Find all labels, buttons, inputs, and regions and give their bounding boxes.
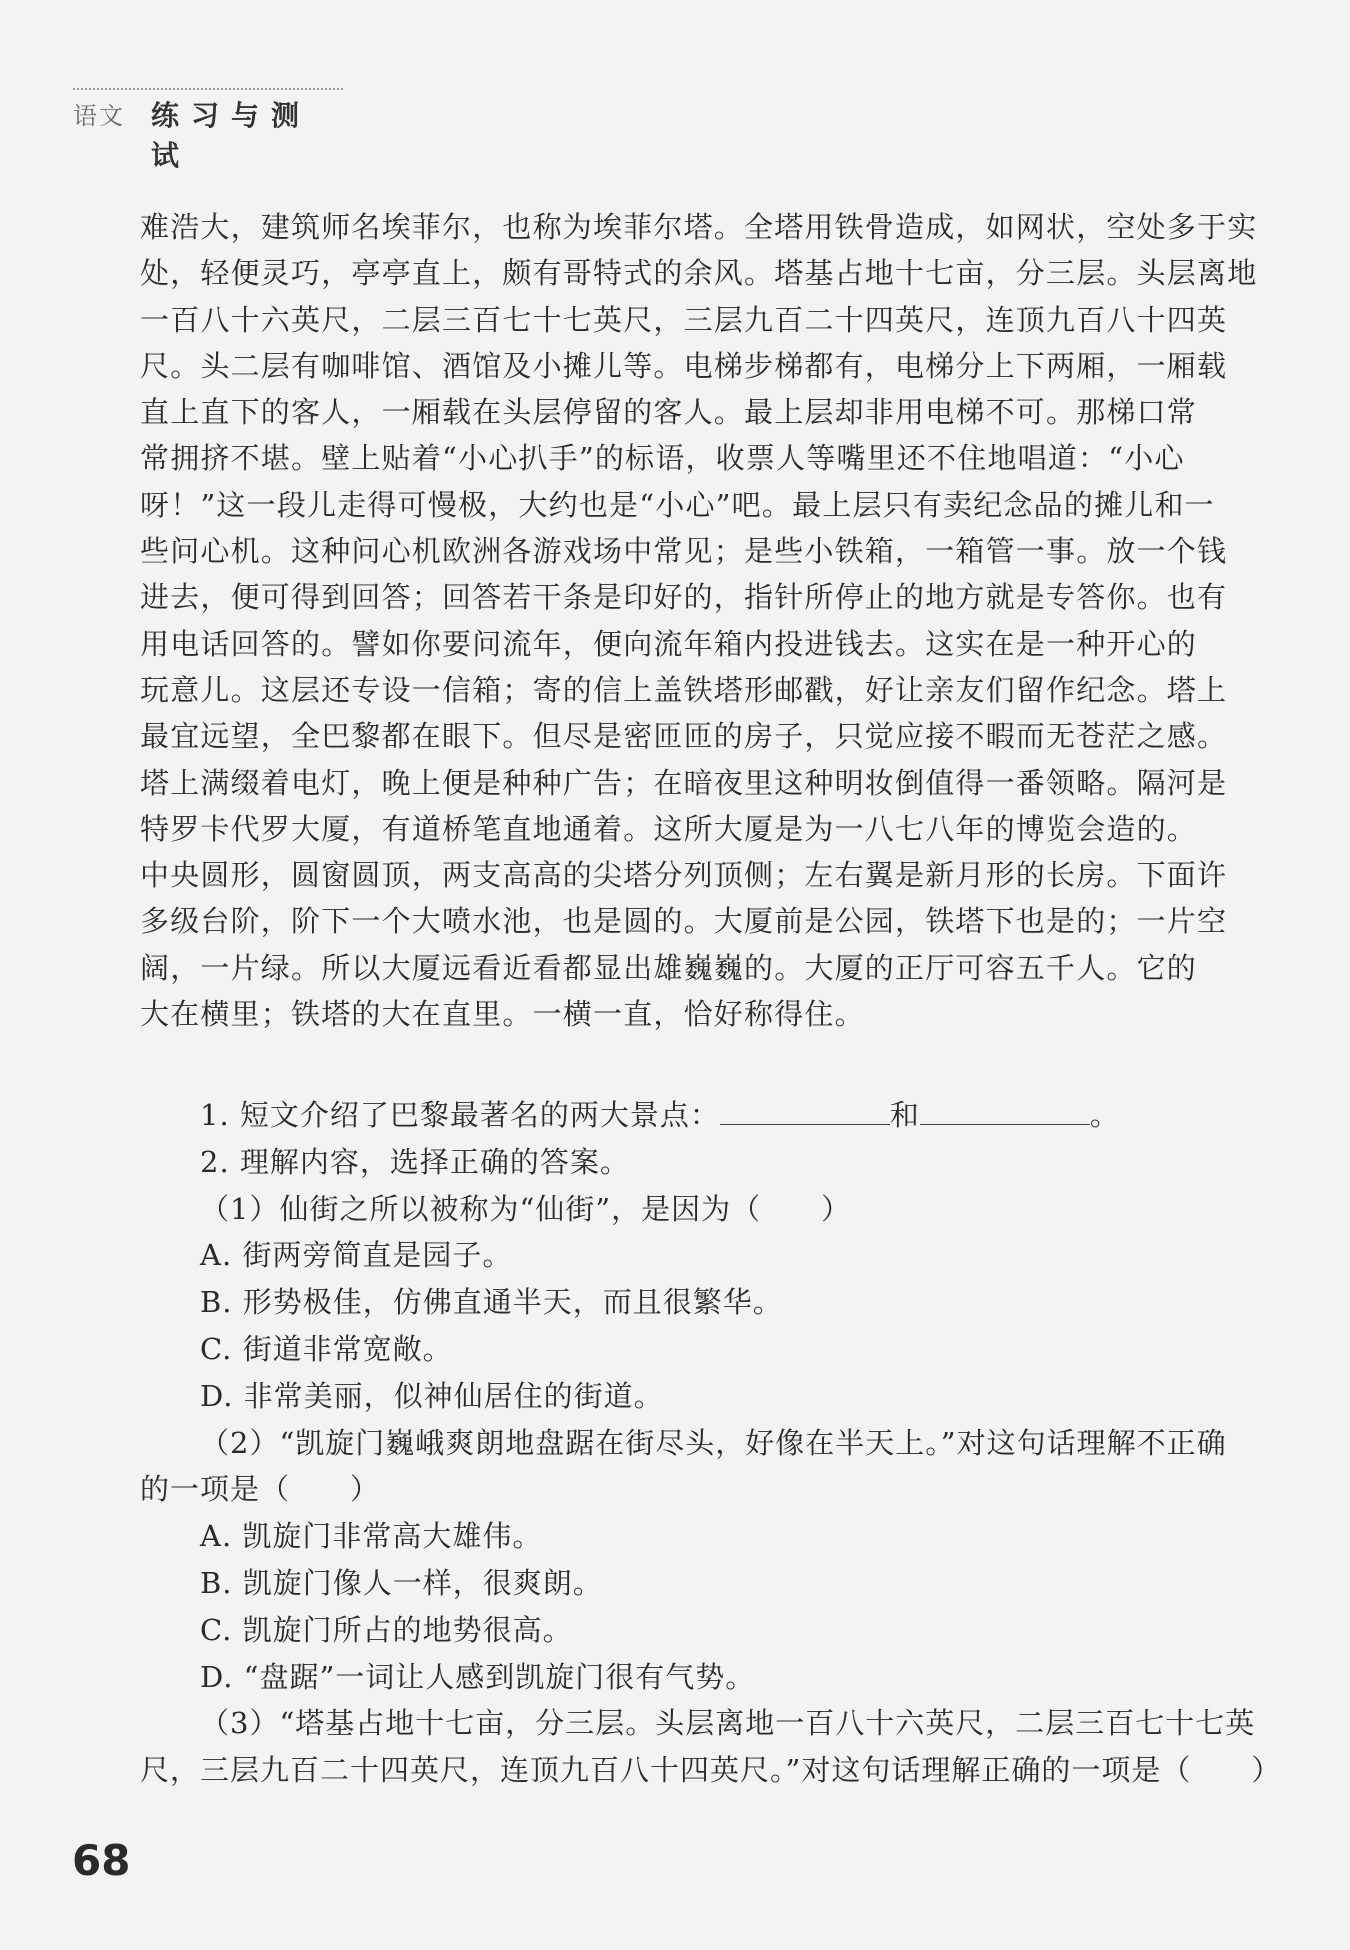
subject-label: 语文 [73, 102, 125, 130]
question-line: D. 非常美丽，似神仙居住的街道。 [200, 1378, 664, 1413]
question-line: 的一项是（ ） [140, 1472, 381, 1507]
answer-blank-1[interactable] [720, 1098, 890, 1125]
book-title: 练习与测试 [151, 99, 312, 172]
question-1-text: 1. 短文介绍了巴黎最著名的两大景点： [200, 1098, 720, 1132]
passage-line: 常拥挤不堪。壁上贴着“小心扒手”的标语，收票人等嘴里还不住地唱道：“小心 [140, 441, 1185, 476]
header-dotted-rule [73, 88, 343, 90]
question-1-and: 和 [889, 1098, 920, 1132]
page-header [73, 86, 343, 172]
question-line: D. “盘踞”一词让人感到凯旋门很有气势。 [200, 1659, 756, 1694]
question-lines [140, 1139, 1282, 1794]
question-1-end: 。 [1089, 1098, 1120, 1132]
question-line: C. 凯旋门所占的地势很高。 [200, 1612, 573, 1647]
question-line: B. 凯旋门像人一样，很爽朗。 [200, 1565, 603, 1600]
passage-line: 尺。头二层有咖啡馆、酒馆及小摊儿等。电梯步梯都有，电梯分上下两厢，一厢载 [140, 348, 1228, 383]
passage-line: 玩意儿。这层还专设一信箱；寄的信上盖铁塔形邮戳，好让亲友们留作纪念。塔上 [140, 672, 1228, 707]
passage-line: 大在横里；铁塔的大在直里。一横一直，恰好称得住。 [140, 997, 865, 1032]
passage-line: 最宜远望，全巴黎都在眼下。但尽是密匝匝的房子，只觉应接不暇而无苍茫之感。 [140, 719, 1228, 754]
question-line: B. 形势极佳，仿佛直通半天，而且很繁华。 [200, 1285, 783, 1320]
passage-line: 难浩大，建筑师名埃菲尔，也称为埃菲尔塔。全塔用铁骨造成，如网状，空处多于实 [140, 210, 1258, 244]
passage-line: 用电话回答的。譬如你要问流年，便向流年箱内投进钱去。这实在是一种开心的 [140, 626, 1198, 661]
passage-line: 塔上满缀着电灯，晚上便是种种广告；在暗夜里这种明妆倒值得一番领略。隔河是 [140, 765, 1228, 800]
passage-line: 直上直下的客人，一厢载在头层停留的客人。最上层却非用电梯不可。那梯口常 [140, 395, 1198, 430]
question-line: C. 街道非常宽敞。 [200, 1331, 453, 1366]
passage-line: 特罗卡代罗大厦，有道桥笔直地通着。这所大厦是为一八七八年的博览会造的。 [140, 811, 1198, 846]
passage-line: 多级台阶，阶下一个大喷水池，也是圆的。大厦前是公园，铁塔下也是的；一片空 [140, 904, 1228, 939]
passage-line: 进去，便可得到回答；回答若干条是印好的，指针所停止的地方就是专答你。也有 [140, 580, 1228, 615]
passage-line: 一百八十六英尺，二层三百七十七英尺，三层九百二十四英尺，连顶九百八十四英 [140, 302, 1228, 337]
question-line: A. 街两旁简直是园子。 [200, 1238, 513, 1273]
question-line: （1）仙街之所以被称为“仙街”，是因为（ ） [200, 1191, 852, 1226]
question-line: A. 凯旋门非常高大雄伟。 [200, 1519, 543, 1554]
question-1 [140, 1092, 1200, 1139]
question-line: 2. 理解内容，选择正确的答案。 [200, 1144, 630, 1179]
passage-line: 些问心机。这种问心机欧洲各游戏场中常见；是些小铁箱，一箱管一事。放一个钱 [140, 534, 1228, 569]
reading-passage [140, 204, 1258, 1037]
passage-line: 中央圆形，圆窗圆顶，两支高高的尖塔分列顶侧；左右翼是新月形的长房。下面许 [140, 858, 1228, 893]
passage-line: 呀！”这一段儿走得可慢极，大约也是“小心”吧。最上层只有卖纪念品的摊儿和一 [140, 487, 1215, 522]
passage-line: 阔，一片绿。所以大厦远看近看都显出雄巍巍的。大厦的正厅可容五千人。它的 [140, 950, 1198, 985]
question-line: 尺，三层九百二十四英尺，连顶九百八十四英尺。”对这句话理解正确的一项是（ ） [140, 1753, 1282, 1788]
answer-blank-2[interactable] [920, 1098, 1090, 1125]
page-number: 68 [72, 1836, 131, 1885]
question-section [140, 1092, 1282, 1794]
question-line: （2）“凯旋门巍峨爽朗地盘踞在街尽头，好像在半天上。”对这句话理解不正确 [200, 1425, 1227, 1460]
passage-line: 处，轻便灵巧，亭亭直上，颇有哥特式的余风。塔基占地十七亩，分三层。头层离地 [140, 256, 1258, 291]
question-line: （3）“塔基占地十七亩，分三层。头层离地一百八十六英尺，二层三百七十七英 [200, 1706, 1256, 1741]
